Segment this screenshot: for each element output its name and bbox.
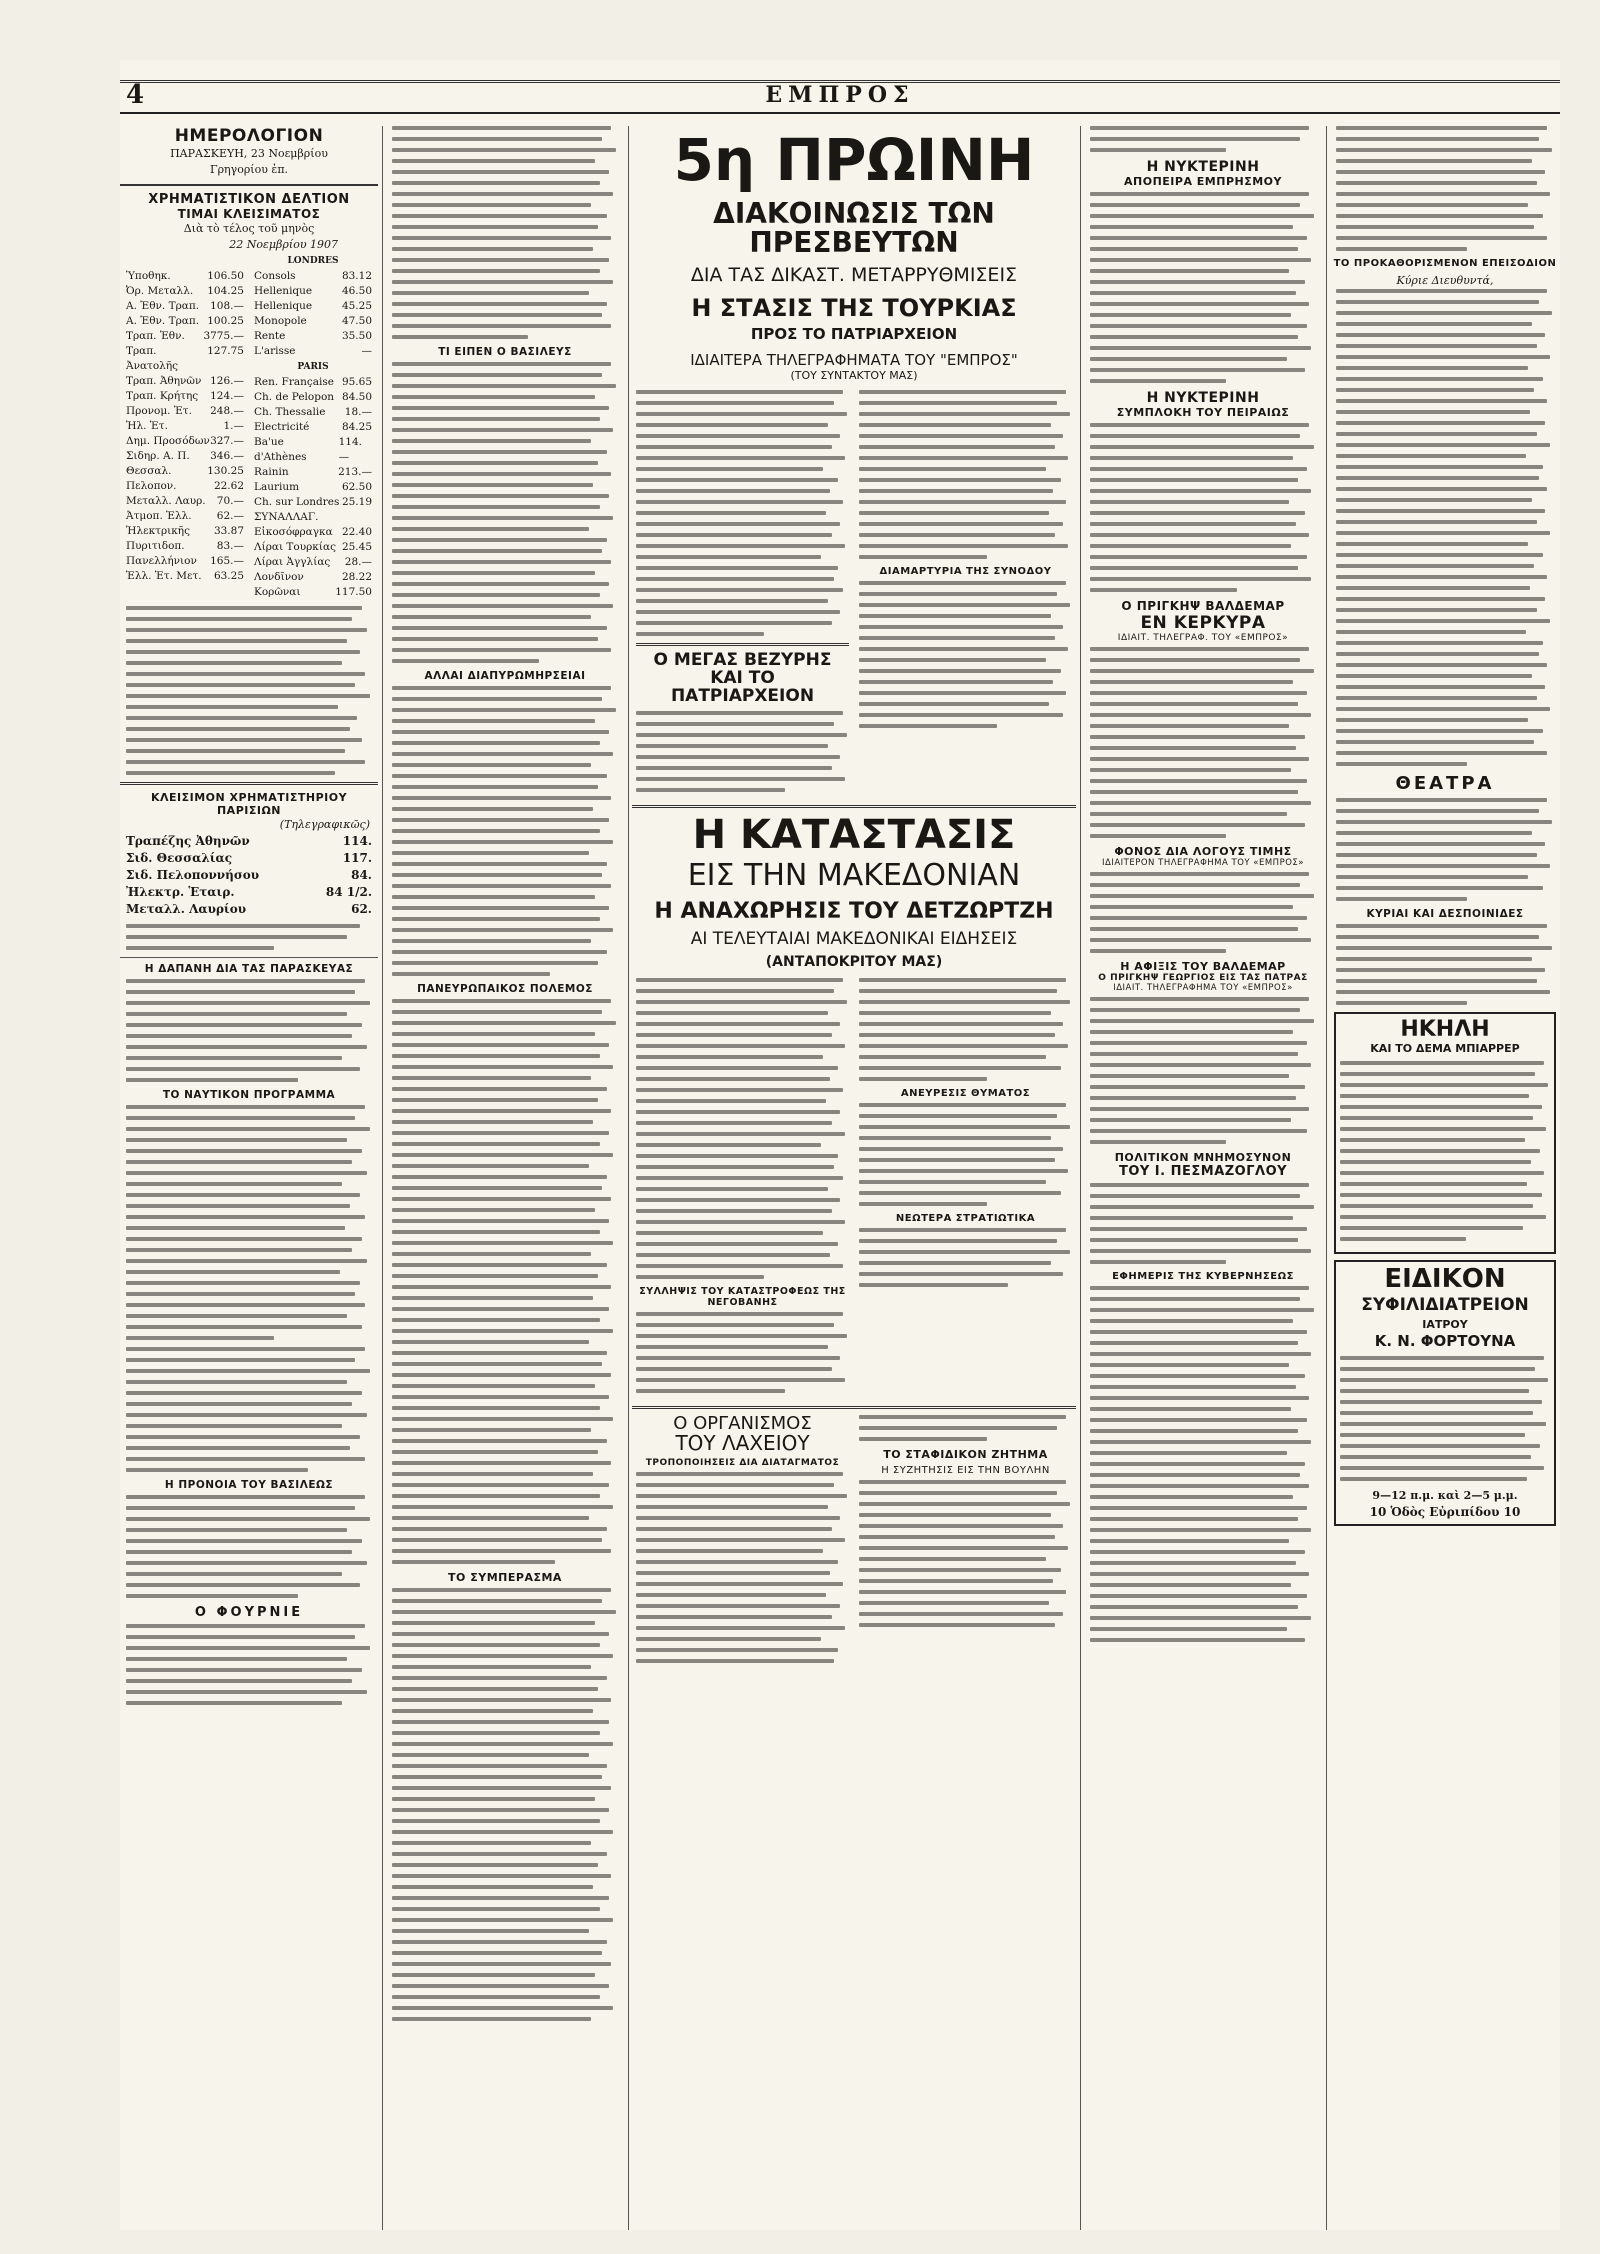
foreign-price-row-value: 62.50	[341, 481, 372, 493]
price-row-label: Τραπ. Ἐθν.	[126, 330, 185, 342]
foreign-price-row	[254, 344, 372, 359]
headline-departure: Η ΑΝΑΧΩΡΗΣΙΣ ΤΟΥ ΔΕΤΖΩΡΤΖΗ	[654, 898, 1054, 924]
price-row-label: Α. Ἐθν. Τραπ.	[126, 315, 200, 327]
price-row-value: 346.—	[210, 450, 244, 462]
foreign-price-row-label: Λίραι Ἀγγλίας	[254, 556, 331, 568]
foreign-price-row-value: 83.12	[341, 270, 372, 282]
foreign-price-row-label: Hellenique	[254, 300, 313, 312]
price-row	[126, 524, 244, 539]
heading-episode: ΤΟ ΠΡΟΚΑΘΟΡΙΣΜΕΝΟΝ ΕΠΕΙΣΟΔΙΟΝ	[1333, 258, 1557, 269]
foreign-price-row-label: Ch. sur Londres	[254, 496, 340, 508]
headline-turkey-stance: Η ΣΤΑΣΙΣ ΤΗΣ ΤΟΥΡΚΙΑΣ	[691, 293, 1017, 322]
foreign-price-row-value: 117.50	[335, 586, 372, 598]
foreign-price-row-label: Ren. Française	[254, 376, 334, 388]
column-rule	[628, 126, 629, 2230]
foreign-price-row-value: 25.45	[341, 541, 372, 553]
price-row-value: 104.25	[207, 285, 244, 297]
foreign-price-row	[254, 585, 372, 600]
price-row	[126, 404, 244, 419]
price-row	[126, 494, 244, 509]
london-label: LONDRES	[287, 256, 339, 266]
heading-prince-george-patras: Ο ΠΡΙΓΚΗΨ ΓΕΩΡΓΙΟΣ ΕΙΣ ΤΑΣ ΠΑΤΡΑΣ	[1098, 973, 1308, 983]
headline-situation: Η ΚΑΤΑΣΤΑΣΙΣ	[692, 812, 1016, 859]
foreign-price-row	[254, 375, 372, 390]
price-row-label: Προνομ. Ἐτ.	[126, 405, 192, 417]
foreign-price-row-label: ΣΥΝΑΛΛΑΓ.	[254, 511, 319, 523]
prices-table	[120, 253, 378, 600]
advert-clinic-title: ΕΙΔΙΚΟΝ	[1384, 1263, 1506, 1294]
price-row	[126, 314, 244, 329]
foreign-price-row	[254, 314, 372, 329]
price-row-label: Θεσσαλ.	[126, 465, 172, 477]
price-row-label: Τραπ. Ἀθηνῶν	[126, 375, 202, 387]
headline-to-patriarchate: ΠΡΟΣ ΤΟ ΠΑΤΡΙΑΡΧΕΙΟΝ	[750, 324, 958, 343]
calendar-title: ΗΜΕΡΟΛΟΓΙΟΝ	[174, 126, 324, 146]
price-row-value: 106.50	[207, 270, 244, 282]
paris-bourse-row-value: 84.	[351, 868, 372, 882]
foreign-price-row	[254, 465, 372, 480]
paris-bourse-row-label: Σιδ. Πελοποννήσου	[126, 868, 260, 882]
price-row-value: 100.25	[207, 315, 244, 327]
price-row-value: 70.—	[216, 495, 244, 507]
price-row	[126, 269, 244, 284]
heading-what-king-said: ΤΙ ΕΙΠΕΝ Ο ΒΑΣΙΛΕΥΣ	[438, 346, 572, 358]
price-row-label: Ἠλ. Ἐτ.	[126, 420, 168, 432]
price-row	[126, 464, 244, 479]
price-row-label: Δημ. Προσόδων	[126, 435, 210, 447]
heading-kings-provision: Η ΠΡΟΝΟΙΑ ΤΟΥ ΒΑΣΙΛΕΩΣ	[164, 1479, 334, 1491]
foreign-price-row	[254, 420, 372, 435]
paris-bourse-row-label: Ἠλεκτρ. Ἑταιρ.	[126, 885, 235, 899]
price-row-value: 165.—	[210, 555, 244, 567]
foreign-price-row-label: Monopole	[254, 315, 307, 327]
price-row	[126, 509, 244, 524]
foreign-price-row	[254, 510, 372, 525]
closing-prices-subtitle: ΤΙΜΑΙ ΚΛΕΙΣΙΜΑΤΟΣ	[177, 207, 321, 221]
foreign-price-row-label: Rainin	[254, 466, 289, 478]
foreign-price-row	[254, 540, 372, 555]
heading-special-telegram: ΙΔΙΑΙΤ. ΤΗΛΕΓΡΑΦ. ΤΟΥ «ΕΜΠΡΟΣ»	[1117, 633, 1289, 643]
column-rule	[1080, 126, 1081, 2230]
price-row-value: 126.—	[210, 375, 244, 387]
advert-clinic-hours: 9—12 π.μ. καὶ 2—5 μ.μ.	[1372, 1489, 1518, 1503]
price-row	[126, 374, 244, 389]
foreign-price-row-value: 114.—	[338, 436, 362, 463]
headline-grand-vizier: Ο ΜΕΓΑΣ ΒΕΖΥΡΗΣ	[653, 649, 832, 670]
column-5	[1330, 126, 1560, 2230]
column-rule	[382, 126, 383, 2230]
heading-night-2: Η ΝΥΚΤΕΡΙΝΗ	[1146, 390, 1260, 406]
price-row	[126, 479, 244, 494]
heading-naval-programme: ΤΟ ΝΑΥΤΙΚΟΝ ΠΡΟΓΡΑΜΜΑ	[162, 1089, 336, 1101]
foreign-price-row	[254, 405, 372, 420]
advert-clinic-doctor-label: ΙΑΤΡΟΥ	[1422, 1317, 1468, 1331]
foreign-price-row-value: 18.—	[344, 406, 372, 418]
price-row-value: 108.—	[210, 300, 244, 312]
price-row-value: 63.25	[213, 570, 244, 582]
foreign-price-row	[254, 329, 372, 344]
heading-special-telegram-3: ΙΔΙΑΙΤ. ΤΗΛΕΓΡΑΦΗΜΑ ΤΟΥ «ΕΜΠΡΟΣ»	[1113, 983, 1293, 993]
foreign-price-row-value: 47.50	[341, 315, 372, 327]
foreign-prices	[254, 253, 372, 600]
heading-victim-found: ΑΝΕΥΡΕΣΙΣ ΘΥΜΑΤΟΣ	[900, 1087, 1031, 1099]
foreign-price-row-value: 25.19	[341, 496, 372, 508]
masthead	[120, 80, 1560, 114]
headline-lottery: ΤΟΥ ΛΑΧΕΙΟΥ	[675, 1431, 810, 1456]
heading-in-corfu: ΕΝ ΚΕΡΚΥΡΑ	[1140, 613, 1266, 633]
price-row-value: 124.—	[210, 390, 244, 402]
foreign-price-row	[254, 495, 372, 510]
heading-piraeus-clash: ΣΥΜΠΛΟΚΗ ΤΟΥ ΠΕΙΡΑΙΩΣ	[1116, 406, 1290, 419]
price-row	[126, 344, 244, 374]
banner-time: 5η ΠΡΩΙΝΗ	[673, 126, 1035, 194]
price-row	[126, 434, 244, 449]
foreign-price-row-value: 95.65	[341, 376, 372, 388]
price-row-label: Α. Ἐθν. Τραπ.	[126, 300, 200, 312]
athens-prices	[126, 253, 244, 600]
advert-kili-title: ΗΚΗΛΗ	[1400, 1017, 1490, 1042]
foreign-price-row-value: 84.50	[341, 391, 372, 403]
advert-kili	[1334, 1012, 1556, 1254]
price-row	[126, 329, 244, 344]
foreign-price-row-label: Ba'ue d'Athènes	[254, 436, 307, 463]
price-row	[126, 419, 244, 434]
heading-ladies: ΚΥΡΙΑΙ ΚΑΙ ΔΕΣΠΟΙΝΙΔΕΣ	[1366, 908, 1524, 920]
price-row-value: 127.75	[207, 345, 244, 357]
financial-bulletin-title: ΧΡΗΜΑΤΙΣΤΙΚΟΝ ΔΕΛΤΙΟΝ	[148, 192, 350, 207]
price-row-label: Ἑλλ. Ἐτ. Μετ.	[126, 570, 202, 582]
heading-fournier: Ο ΦΟΥΡΝΙΕ	[194, 1605, 304, 1620]
paris-bourse-row	[126, 867, 372, 884]
headline-in-macedonia: ΕΙΣ ΤΗΝ ΜΑΚΕΔΟΝΙΑΝ	[687, 858, 1021, 894]
foreign-price-row-label: Ch. Thessalie	[254, 406, 326, 418]
foreign-price-row	[254, 269, 372, 284]
advert-clinic-subtitle: ΣΥΦΙΛΙΔΙΑΤΡΕΙΟΝ	[1361, 1294, 1529, 1315]
price-row	[126, 539, 244, 554]
price-row-value: 62.—	[216, 510, 244, 522]
heading-arrest: ΣΥΛΛΗΨΙΣ ΤΟΥ ΚΑΤΑΣΤΡΟΦΕΩΣ ΤΗΣ ΝΕΓΟΒΑΝΗΣ	[639, 1285, 846, 1308]
heading-night: Η ΝΥΚΤΕΡΙΝΗ	[1146, 159, 1260, 175]
foreign-price-row-value: 46.50	[341, 285, 372, 297]
price-row-label: Μεταλλ. Λαυρ.	[126, 495, 206, 507]
foreign-price-row	[254, 555, 372, 570]
market-commentary	[120, 606, 378, 775]
price-row	[126, 389, 244, 404]
price-row	[126, 449, 244, 464]
heading-prince-valdemar: Ο ΠΡΙΓΚΗΨ ΒΑΛΔΕΜΑΡ	[1121, 599, 1285, 613]
price-row-value: 130.25	[207, 465, 244, 477]
heading-synod-protest: ΔΙΑΜΑΡΤΥΡΙΑ ΤΗΣ ΣΥΝΟΔΟΥ	[879, 565, 1052, 577]
foreign-price-row	[254, 480, 372, 495]
foreign-price-row-label: L'arisse	[254, 345, 296, 357]
foreign-price-row-label: Κορῶναι	[254, 586, 301, 598]
price-row	[126, 299, 244, 314]
heading-arson-attempt: ΑΠΟΠΕΙΡΑ ΕΜΠΡΗΣΜΟΥ	[1124, 175, 1282, 188]
macedonia-columns	[632, 978, 1076, 1400]
heading-theatres: ΘΕΑΤΡΑ	[1395, 773, 1495, 794]
headline-correspondent: (ΑΝΤΑΠΟΚΡΙΤΟΥ ΜΑΣ)	[765, 953, 943, 970]
foreign-price-row-value: —	[361, 345, 372, 357]
column-3	[632, 126, 1076, 2230]
lottery-columns	[632, 1412, 1076, 1671]
newspaper-page	[120, 60, 1560, 2230]
bulletin-date: 22 Νοεμβρίου 1907	[229, 238, 338, 251]
price-row-label: Πυριτιδοπ.	[126, 540, 185, 552]
paris-bourse-row	[126, 884, 372, 901]
heading-currant-question: ΤΟ ΣΤΑΦΙΔΙΚΟΝ ΖΗΤΗΜΑ	[883, 1447, 1048, 1461]
column-1	[120, 126, 378, 2230]
paris-bourse-row-value: 114.	[342, 834, 372, 848]
letter-salutation: Κύριε Διευθυντά,	[1396, 274, 1494, 287]
heading-valdemar-arrival: Η ΑΦΙΞΙΣ ΤΟΥ ΒΑΛΔΕΜΑΡ	[1120, 960, 1286, 973]
paris-bourse-row	[126, 850, 372, 867]
calendar-saint: Γρηγορίου ἐπ.	[209, 163, 289, 176]
price-row	[126, 284, 244, 299]
foreign-price-row-label: Laurium	[254, 481, 300, 493]
heading-honour-killing: ΦΟΝΟΣ ΔΙΑ ΛΟΓΟΥΣ ΤΙΜΗΣ	[1114, 845, 1292, 858]
foreign-price-row-label: Ch. de Pelopon	[254, 391, 335, 403]
price-row-label: Ἀτμοπ. Ἑλλ.	[126, 510, 192, 522]
headline-ambassadors: ΔΙΑΚΟΙΝΩΣΙΣ ΤΩΝ ΠΡΕΣΒΕΥΤΩΝ	[713, 196, 995, 260]
foreign-price-row-label: Electricité	[254, 421, 310, 433]
foreign-price-row-value: 45.25	[341, 300, 372, 312]
heading-memorial: ΠΟΛΙΤΙΚΟΝ ΜΝΗΜΟΣΥΝΟΝ	[1114, 1151, 1292, 1164]
paris-bourse-row	[126, 833, 372, 850]
column-rule	[1326, 126, 1327, 2230]
foreign-price-row-label: Hellenique	[254, 285, 313, 297]
price-row	[126, 569, 244, 584]
headline-organismos: Ο ΟΡΓΑΝΙΣΜΟΣ	[673, 1412, 812, 1434]
foreign-price-row-label: Λονδῖνον	[254, 571, 304, 583]
paris-bourse-row-label: Τραπέζης Ἀθηνῶν	[126, 834, 250, 848]
heading-parliament-debate: Η ΣΥΖΗΤΗΣΙΣ ΕΙΣ ΤΗΝ ΒΟΥΛΗΝ	[881, 1464, 1050, 1476]
heading-dapani: Η ΔΑΠΑΝΗ ΔΙΑ ΤΑΣ ΠΑΡΑΣΚΕΥΑΣ	[144, 963, 354, 975]
foreign-price-row-label: Λίραι Τουρκίας	[254, 541, 336, 553]
foreign-price-row-value: 28.22	[341, 571, 372, 583]
calendar-date: ΠΑΡΑΣΚΕΥΗ, 23 Νοεμβρίου	[170, 147, 328, 160]
advert-clinic-doctor-name: Κ. Ν. ΦΟΡΤΟΥΝΑ	[1374, 1332, 1516, 1351]
price-row-value: 83.—	[216, 540, 244, 552]
headline-amendments: ΤΡΟΠΟΠΟΙΗΣΕΙΣ ΔΙΑ ΔΙΑΤΑΓΜΑΤΟΣ	[645, 1458, 840, 1469]
price-row-value: 3775.—	[203, 330, 244, 342]
foreign-price-row-value: 84.25	[341, 421, 372, 433]
headline-special-telegrams: ΙΔΙΑΙΤΕΡΑ ΤΗΛΕΓΡΑΦΗΜΑΤΑ ΤΟΥ "ΕΜΠΡΟΣ"	[690, 350, 1018, 369]
price-row	[126, 554, 244, 569]
paris-bourse-row-label: Σιδ. Θεσσαλίας	[126, 851, 233, 865]
foreign-price-row-value: 28.—	[344, 556, 372, 568]
heading-special-telegram-2: ΙΔΙΑΙΤΕΡΟΝ ΤΗΛΕΓΡΑΦΗΜΑ ΤΟΥ «ΕΜΠΡΟΣ»	[1102, 858, 1304, 868]
heading-gazette: ΕΦΗΜΕΡΙΣ ΤΗΣ ΚΥΒΕΡΝΗΣΕΩΣ	[1112, 1271, 1294, 1282]
column-4	[1084, 126, 1322, 2230]
page-number: 4	[126, 80, 145, 110]
paris-bourse-row-label: Μεταλλ. Λαυρίου	[126, 902, 247, 916]
price-row-label: Ὑποθηκ.	[126, 270, 171, 282]
paris-bourse-row-value: 84 1/2.	[325, 885, 372, 899]
foreign-price-row-label: Rente	[254, 330, 286, 342]
foreign-price-row-value: 22.40	[341, 526, 372, 538]
price-row-value: 22.62	[213, 480, 244, 492]
advert-clinic-address: 10 Ὁδὸς Εὐριπίδου 10	[1369, 1505, 1521, 1520]
price-row-value: 327.—	[210, 435, 244, 447]
paris-bourse-row-value: 117.	[342, 851, 372, 865]
price-row-label: Σιδηρ. Α. Π.	[126, 450, 190, 462]
foreign-price-row-label: Consols	[254, 270, 296, 282]
end-of-month-note: Διὰ τὸ τέλος τοῦ μηνὸς	[183, 222, 315, 235]
advert-kili-subtitle: ΚΑΙ ΤΟ ΔΕΜΑ ΜΠΙΑΡΡΕΡ	[1370, 1042, 1520, 1056]
price-row-value: 248.—	[210, 405, 244, 417]
paris-bourse-subtitle: (Τηλεγραφικῶς)	[279, 818, 370, 831]
price-row-label: Τραπ. Ἀνατολῆς	[126, 345, 179, 372]
price-row-label: Πελοπον.	[126, 480, 177, 492]
foreign-price-row	[254, 570, 372, 585]
headline-judicial-reforms: ΔΙΑ ΤΑΣ ΔΙΚΑΣΤ. ΜΕΤΑΡΡΥΘΜΙΣΕΙΣ	[690, 263, 1018, 286]
paris-bourse-row	[126, 901, 372, 918]
paris-bourse-table	[120, 833, 378, 918]
headline-our-correspondent: (ΤΟΥ ΣΥΝΤΑΚΤΟΥ ΜΑΣ)	[790, 369, 918, 383]
foreign-price-row	[254, 435, 372, 465]
newspaper-name: ΕΜΠΡΟΣ	[765, 82, 915, 108]
price-row-label: Τραπ. Κρήτης	[126, 390, 199, 402]
paris-bourse-row-value: 62.	[351, 902, 372, 916]
price-row-value: 1.—	[223, 420, 244, 432]
price-row-value: 33.87	[213, 525, 244, 537]
advert-clinic	[1334, 1260, 1556, 1526]
price-row-label: Πανελλήνιον	[126, 555, 197, 567]
foreign-price-row	[254, 390, 372, 405]
foreign-price-row-value: 35.50	[341, 330, 372, 342]
price-row-label: Ἠλεκτρικῆς	[126, 525, 190, 537]
foreign-price-row-value: 213.—	[338, 466, 372, 478]
heading-other-statements: ΑΛΛΑΙ ΔΙΑΠΥΡΩΜΗΡΣΕΙΑΙ	[424, 670, 586, 682]
two-column-block	[632, 390, 1076, 800]
heading-pesmazoglou: ΤΟΥ Ι. ΠΕΣΜΑΖΟΓΛΟΥ	[1118, 1164, 1288, 1179]
column-2	[386, 126, 624, 2230]
heading-pan-european-war: ΠΑΝΕΥΡΩΠΑΙΚΟΣ ΠΟΛΕΜΟΣ	[417, 983, 593, 995]
foreign-price-row	[254, 299, 372, 314]
heading-military-news: ΝΕΩΤΕΡΑ ΣΤΡΑΤΙΩΤΙΚΑ	[895, 1212, 1036, 1224]
headline-and-patriarchate: ΚΑΙ ΤΟ ΠΑΤΡΙΑΡΧΕΙΟΝ	[670, 667, 815, 706]
foreign-price-row	[254, 284, 372, 299]
foreign-price-row-label: Εἰκοσόφραγκα	[254, 526, 333, 538]
headline-latest-news: ΑΙ ΤΕΛΕΥΤΑΙΑΙ ΜΑΚΕΔΟΝΙΚΑΙ ΕΙΔΗΣΕΙΣ	[690, 928, 1018, 949]
paris-bourse-title: ΚΛΕΙΣΙΜΟΝ ΧΡΗΜΑΤΙΣΤΗΡΙΟΥ ΠΑΡΙΣΙΩΝ	[150, 791, 348, 817]
paris-label: PARIS	[297, 362, 329, 372]
price-row-label: Ὀρ. Μεταλλ.	[126, 285, 194, 297]
foreign-price-row	[254, 525, 372, 540]
heading-conclusion: ΤΟ ΣΥΜΠΕΡΑΣΜΑ	[448, 1571, 562, 1584]
